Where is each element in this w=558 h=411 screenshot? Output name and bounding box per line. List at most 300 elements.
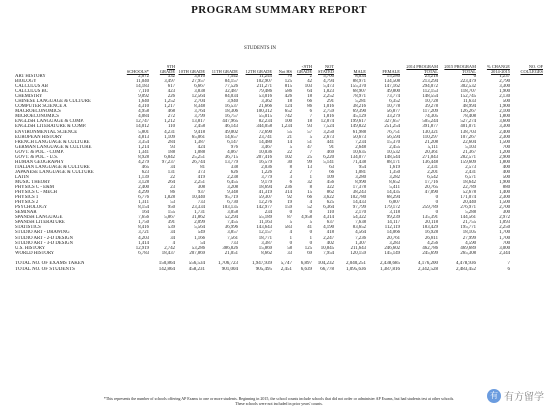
value-cell: 1,731 bbox=[194, 210, 205, 216]
value-cell: 20,765 bbox=[424, 185, 438, 191]
value-cell: 73,774 bbox=[386, 94, 400, 100]
value-cell: 87 bbox=[287, 215, 292, 221]
value-cell: 7 bbox=[309, 169, 312, 175]
value-cell: 465 bbox=[141, 164, 149, 170]
value-cell: 12,874 bbox=[320, 119, 334, 125]
value-cell: 9,348 bbox=[227, 190, 238, 196]
value-cell: 50,673 bbox=[352, 134, 366, 140]
value-cell: 102 bbox=[284, 154, 292, 160]
value-cell: 65,061 bbox=[191, 134, 205, 140]
value-cell: 18,642 bbox=[462, 179, 476, 185]
value-cell: 195,771 bbox=[460, 225, 476, 231]
value-cell: 2,900 bbox=[499, 154, 510, 160]
totals-value: 2,438,685 bbox=[380, 260, 400, 266]
value-cell: 3,838 bbox=[194, 89, 205, 95]
subject-cell: ENGLISH LITERATURE & COMP. bbox=[15, 124, 87, 130]
value-cell: 211,643 bbox=[350, 245, 366, 251]
value-cell: 93 bbox=[170, 144, 175, 150]
value-cell: 41 bbox=[307, 225, 312, 231]
value-cell: 6,455 bbox=[227, 179, 238, 185]
column-header: <9TH GRADE bbox=[296, 64, 312, 74]
value-cell: 742 bbox=[284, 114, 292, 120]
value-cell: 8,034 bbox=[355, 74, 366, 79]
value-cell: 3,799 bbox=[194, 114, 205, 120]
subject-cell: PHYSICS C - MECH bbox=[15, 190, 57, 196]
value-cell: 66 bbox=[307, 99, 312, 105]
value-cell: 314 bbox=[284, 190, 292, 196]
value-cell: 4,813 bbox=[138, 134, 149, 140]
value-cell: 5,564 bbox=[194, 225, 205, 231]
totals-value: 905,495 bbox=[255, 266, 272, 272]
watermark-logo-icon: 有 bbox=[487, 389, 501, 403]
value-cell: 3,118 bbox=[389, 210, 400, 216]
value-cell: 3,497 bbox=[164, 79, 175, 85]
value-cell: 3,779 bbox=[261, 174, 272, 180]
totals-value: 2,483,452 bbox=[456, 266, 476, 272]
value-cell: 373 bbox=[197, 169, 205, 175]
value-cell: 51 bbox=[307, 139, 312, 145]
value-cell: 3 bbox=[289, 174, 292, 180]
value-cell: 419 bbox=[197, 174, 205, 180]
value-cell: 3,467 bbox=[261, 144, 272, 150]
value-cell: 12,564 bbox=[191, 94, 205, 100]
column-header: 2015 PROGRAM TOTAL bbox=[444, 64, 476, 74]
value-cell: 7 bbox=[309, 149, 312, 155]
value-cell: 10,532 bbox=[386, 149, 400, 155]
value-cell: 68,907 bbox=[352, 89, 366, 95]
subject-cell: ENGLISH LANGUAGE & COMP. bbox=[15, 119, 84, 125]
value-cell: 22 bbox=[170, 174, 175, 180]
value-cell: 14,183 bbox=[135, 84, 149, 90]
value-cell: 1,341 bbox=[138, 149, 149, 155]
value-cell: 441 bbox=[326, 139, 334, 145]
value-cell: 147,162 bbox=[384, 84, 400, 90]
value-cell: 6 bbox=[309, 109, 312, 115]
value-cell: 3,282 bbox=[389, 174, 400, 180]
value-cell: 5,141 bbox=[323, 159, 334, 165]
totals-value: 458,231 bbox=[188, 266, 205, 272]
value-cell: 4,794 bbox=[323, 79, 334, 85]
value-cell: 2 bbox=[289, 169, 292, 175]
value-cell: 7,455 bbox=[227, 220, 238, 226]
value-cell: 120,159 bbox=[350, 250, 366, 256]
value-cell: 100 bbox=[284, 119, 292, 125]
value-cell: 8,652 bbox=[389, 179, 400, 185]
value-cell: 20,761 bbox=[386, 235, 400, 241]
value-cell: 6,007 bbox=[389, 200, 400, 206]
value-cell: 2,130 bbox=[499, 94, 510, 100]
value-cell: 424 bbox=[197, 144, 205, 150]
value-cell: 1,700 bbox=[499, 235, 510, 241]
value-cell: 18 bbox=[307, 94, 312, 100]
value-cell: 6,352 bbox=[389, 99, 400, 105]
column-header: NO. OF COLLEGES bbox=[520, 64, 543, 74]
value-cell: 14 bbox=[287, 139, 292, 145]
value-cell: 3,387 bbox=[261, 240, 272, 246]
value-cell: 282,571 bbox=[460, 154, 476, 160]
value-cell: 144,561 bbox=[460, 215, 476, 221]
value-cell: 110 bbox=[167, 124, 175, 130]
value-cell: 10,778 bbox=[386, 104, 400, 110]
value-cell: 207,416 bbox=[256, 154, 272, 160]
value-cell: 259,789 bbox=[422, 205, 438, 211]
value-cell: 1,237 bbox=[499, 74, 510, 79]
value-cell: 30 bbox=[287, 159, 292, 165]
value-cell: 527,274 bbox=[460, 119, 476, 125]
value-cell: 0 bbox=[309, 210, 312, 216]
value-cell: 88,171 bbox=[386, 159, 400, 165]
subject-cell: JAPANESE LANGUAGE & CULTURE bbox=[15, 169, 94, 175]
totals-value: 6,639 bbox=[300, 266, 312, 272]
footnote-2: These schools were not included in prior years' counts. bbox=[235, 401, 323, 406]
value-cell: 164 bbox=[141, 210, 149, 216]
value-cell: 1,500 bbox=[499, 200, 510, 206]
value-cell: 145,149 bbox=[384, 250, 400, 256]
subject-cell: STATISTICS bbox=[15, 225, 41, 231]
value-cell: 1 bbox=[289, 235, 292, 241]
totals-value: 1,095,636 bbox=[346, 266, 366, 272]
value-cell: 327,657 bbox=[384, 119, 400, 125]
value-cell: 4,231 bbox=[164, 129, 175, 135]
value-cell: 13,779 bbox=[224, 159, 238, 165]
value-cell: 14,117 bbox=[386, 220, 400, 226]
value-cell: 637 bbox=[326, 220, 334, 226]
totals-value: 66,778 bbox=[320, 266, 334, 272]
value-cell: 2,247 bbox=[323, 235, 334, 241]
value-cell: 264 bbox=[167, 179, 175, 185]
value-cell: 4,958 bbox=[138, 109, 149, 115]
value-cell: 21 bbox=[287, 134, 292, 140]
value-cell: 11,245 bbox=[258, 74, 272, 79]
value-cell: 2,759 bbox=[323, 109, 334, 115]
value-cell: 9,179 bbox=[261, 179, 272, 185]
value-cell: 733 bbox=[230, 240, 238, 246]
totals-value: 556,534 bbox=[188, 260, 205, 266]
value-cell: 95,719 bbox=[224, 195, 238, 201]
value-cell: 4,564 bbox=[355, 230, 366, 236]
value-cell: 15,869 bbox=[258, 245, 272, 251]
value-cell: 7,542 bbox=[227, 74, 238, 79]
value-cell: 2,201 bbox=[427, 169, 438, 175]
value-cell: 23,741 bbox=[258, 134, 272, 140]
value-cell: 1,800 bbox=[499, 114, 510, 120]
students-in-label: STUDENTS IN bbox=[243, 46, 277, 51]
value-cell: 950 bbox=[167, 205, 175, 211]
value-cell: 56,594 bbox=[386, 134, 400, 140]
value-cell: 92 bbox=[287, 195, 292, 201]
value-cell: 271,043 bbox=[422, 154, 438, 160]
value-cell: 1 bbox=[309, 235, 312, 241]
value-cell: 308 bbox=[197, 185, 205, 191]
value-cell: 2,099 bbox=[194, 220, 205, 226]
subject-cell: STUDIO ART - 3-D DESIGN bbox=[15, 240, 73, 246]
value-cell: 9,418 bbox=[194, 129, 205, 135]
value-cell: 0 bbox=[289, 240, 292, 246]
value-cell: 14,066 bbox=[386, 230, 400, 236]
value-cell: 236 bbox=[284, 185, 292, 191]
value-cell: 16,579 bbox=[258, 159, 272, 165]
value-cell: 1,200 bbox=[499, 149, 510, 155]
value-cell: 41,319 bbox=[258, 190, 272, 196]
value-cell: 623 bbox=[141, 169, 149, 175]
subject-cell: BIOLOGY bbox=[15, 79, 37, 85]
value-cell: 110,297 bbox=[422, 134, 438, 140]
value-cell: 18,105 bbox=[462, 230, 476, 236]
value-cell: 15 bbox=[307, 190, 312, 196]
value-cell: 1,816 bbox=[323, 114, 334, 120]
value-cell: 4,958 bbox=[301, 215, 312, 221]
value-cell: 58 bbox=[287, 245, 292, 251]
value-cell: 16,928 bbox=[424, 230, 438, 236]
value-cell: 34 bbox=[170, 235, 175, 241]
value-cell: 5,411 bbox=[389, 185, 400, 191]
value-cell: 251,254 bbox=[384, 124, 400, 130]
value-cell: 6,571 bbox=[465, 174, 476, 180]
value-cell: 246,602 bbox=[384, 245, 400, 251]
value-cell: 5,801 bbox=[138, 129, 149, 135]
value-cell: 500 bbox=[502, 99, 510, 105]
value-cell: 27,999 bbox=[462, 235, 476, 241]
value-cell: 6,220 bbox=[323, 154, 334, 160]
value-cell: 21,367 bbox=[462, 149, 476, 155]
totals-value: 150,864 bbox=[158, 260, 175, 266]
value-cell: 66 bbox=[329, 169, 334, 175]
value-cell: 135,391 bbox=[422, 215, 438, 221]
value-cell: 2,573 bbox=[465, 164, 476, 170]
value-cell: 3,300 bbox=[499, 84, 510, 90]
subject-cell: MICROECONOMICS bbox=[15, 114, 59, 120]
value-cell: 25 bbox=[307, 154, 312, 160]
value-cell: 59,307 bbox=[258, 195, 272, 201]
value-cell: 159,609 bbox=[460, 159, 476, 165]
value-cell: 7,524 bbox=[323, 124, 334, 130]
value-cell: 99 bbox=[307, 159, 312, 165]
value-cell: 112,119 bbox=[384, 225, 400, 231]
totals-value: 1,387,816 bbox=[380, 266, 400, 272]
subject-cell: PHYSICS 2 bbox=[15, 200, 39, 206]
value-cell: 505,244 bbox=[422, 119, 438, 125]
value-cell: 5,281 bbox=[355, 99, 366, 105]
value-cell: 12,276 bbox=[258, 200, 272, 206]
value-cell: 6,776 bbox=[138, 195, 149, 201]
value-cell: 10,845 bbox=[320, 245, 334, 251]
value-cell: 78,971 bbox=[352, 94, 366, 100]
subject-cell: SPANISH LITERATURE bbox=[15, 220, 65, 226]
value-cell: 10,728 bbox=[424, 99, 438, 105]
value-cell: 10,036 bbox=[258, 149, 272, 155]
value-cell: 22,604 bbox=[462, 139, 476, 145]
value-cell: 1,400 bbox=[499, 190, 510, 196]
value-cell: 880 bbox=[502, 185, 510, 191]
value-cell: 1,750 bbox=[138, 220, 149, 226]
value-cell: 23,218 bbox=[424, 74, 438, 79]
value-cell: 223,479 bbox=[460, 79, 476, 85]
value-cell: 1,214 bbox=[138, 144, 149, 150]
value-cell: 136,448 bbox=[422, 159, 438, 165]
value-cell: 2,170 bbox=[355, 210, 366, 216]
value-cell: 7,234 bbox=[355, 139, 366, 145]
value-cell: 733 bbox=[197, 200, 205, 206]
value-cell: 2,036 bbox=[261, 164, 272, 170]
value-cell: 1,081 bbox=[355, 169, 366, 175]
value-cell: 68,294 bbox=[386, 195, 400, 201]
value-cell: 38,216 bbox=[352, 104, 366, 110]
value-cell: 5,288 bbox=[465, 210, 476, 216]
value-cell: 468 bbox=[167, 109, 175, 115]
value-cell: 57 bbox=[307, 129, 312, 135]
value-cell: 125 bbox=[284, 79, 292, 85]
value-cell: 391 bbox=[167, 220, 175, 226]
totals-value: 901,004 bbox=[221, 266, 238, 272]
value-cell: 7 bbox=[309, 114, 312, 120]
value-cell: 82,234 bbox=[258, 119, 272, 125]
value-cell: 1,252 bbox=[164, 99, 175, 105]
value-cell: 2,790 bbox=[499, 79, 510, 85]
subject-cell: STUDIO ART - DRAWING bbox=[15, 230, 70, 236]
value-cell: 976 bbox=[230, 144, 238, 150]
value-cell: 26,811 bbox=[424, 235, 438, 241]
value-cell: 97,799 bbox=[352, 205, 366, 211]
value-cell: 4,203 bbox=[138, 235, 149, 241]
watermark-text: 有方留学 bbox=[504, 392, 544, 403]
value-cell: 23 bbox=[170, 185, 175, 191]
value-cell: 16,537 bbox=[224, 104, 238, 110]
value-cell: 2,972 bbox=[499, 215, 510, 221]
value-cell: 3,280 bbox=[355, 174, 366, 180]
totals-value: 5,747 bbox=[280, 260, 292, 266]
totals-row bbox=[14, 267, 544, 273]
value-cell: 118,707 bbox=[460, 89, 476, 95]
column-header: FEMALE bbox=[382, 69, 400, 74]
value-cell: 14,012 bbox=[135, 124, 149, 130]
value-cell: 1,619 bbox=[389, 164, 400, 170]
value-cell: 2,742 bbox=[164, 245, 175, 251]
value-cell: 52,294 bbox=[224, 215, 238, 221]
value-cell: 5,111 bbox=[427, 144, 438, 150]
value-cell: 39,278 bbox=[424, 104, 438, 110]
value-cell: 6,842 bbox=[164, 154, 175, 160]
value-cell: 7,656 bbox=[138, 215, 149, 221]
value-cell: 21,666 bbox=[258, 104, 272, 110]
value-cell: 700 bbox=[502, 240, 510, 246]
value-cell: 5 bbox=[309, 134, 312, 140]
value-cell: 42 bbox=[307, 79, 312, 85]
value-cell: 46,143 bbox=[224, 124, 238, 130]
column-header: % CHANGE 2014-2015 bbox=[486, 64, 510, 74]
value-cell: 469 bbox=[326, 149, 334, 155]
table-header bbox=[14, 52, 544, 74]
value-cell: 2,431 bbox=[465, 169, 476, 175]
value-cell: 3,600 bbox=[499, 119, 510, 125]
subject-cell: LATIN bbox=[15, 174, 29, 180]
value-cell: 20,118 bbox=[424, 220, 438, 226]
value-cell: 1,350 bbox=[389, 169, 400, 175]
value-cell: 1 bbox=[309, 174, 312, 180]
value-cell: 155,370 bbox=[350, 84, 366, 90]
value-cell: 401,071 bbox=[460, 124, 476, 130]
value-cell: 338 bbox=[230, 164, 238, 170]
value-cell: 265,308 bbox=[460, 250, 476, 256]
value-cell: 8,662 bbox=[261, 250, 272, 256]
value-cell: 110 bbox=[326, 210, 334, 216]
value-cell: 500 bbox=[502, 174, 510, 180]
value-cell: 125 bbox=[304, 245, 312, 251]
value-cell: 400 bbox=[502, 169, 510, 175]
value-cell: 13,817 bbox=[191, 119, 205, 125]
value-cell: 55 bbox=[287, 129, 292, 135]
value-cell: 32,487 bbox=[224, 89, 238, 95]
subject-cell: FRENCH LANGUAGE & CULTURE bbox=[15, 139, 90, 145]
value-cell: 3,000 bbox=[499, 245, 510, 251]
value-cell: 14,480 bbox=[258, 139, 272, 145]
value-cell: 462,786 bbox=[422, 245, 438, 251]
value-cell: 3,300 bbox=[499, 124, 510, 130]
value-cell: 11,633 bbox=[462, 99, 476, 105]
value-cell: 456 bbox=[326, 179, 334, 185]
value-cell: 8 bbox=[289, 164, 292, 170]
value-cell: 1,139 bbox=[138, 174, 149, 180]
value-cell: 53,016 bbox=[258, 94, 272, 100]
value-cell: 2,455 bbox=[389, 144, 400, 150]
value-cell: 2,100 bbox=[499, 109, 510, 115]
value-cell: 1,500 bbox=[499, 139, 510, 145]
value-cell: 20,361 bbox=[424, 149, 438, 155]
value-cell: 447,965 bbox=[222, 119, 238, 125]
table-body bbox=[14, 74, 544, 273]
value-cell: 49,002 bbox=[224, 129, 238, 135]
value-cell: 549 bbox=[197, 230, 205, 236]
value-cell: 12,919 bbox=[135, 245, 149, 251]
value-cell: 100,312 bbox=[256, 109, 272, 115]
value-cell: 18 bbox=[307, 119, 312, 125]
value-cell: 103 bbox=[304, 84, 312, 90]
value-cell: 102,780 bbox=[350, 195, 366, 201]
value-cell: 86 bbox=[170, 190, 175, 196]
value-cell: 183,429 bbox=[422, 225, 438, 231]
value-cell: 7,638 bbox=[355, 220, 366, 226]
subject-cell: COMPUTER SCIENCE A bbox=[15, 104, 67, 110]
subject-cell: MUSIC THEORY bbox=[15, 179, 51, 185]
subject-cell: GOVT. & POL. - COMP. bbox=[15, 149, 64, 155]
value-cell: 3,058 bbox=[227, 210, 238, 216]
value-cell: 815 bbox=[284, 84, 292, 90]
value-cell: 4,590 bbox=[465, 240, 476, 246]
value-cell: 617 bbox=[167, 84, 175, 90]
report-title: PROGRAM SUMMARY REPORT bbox=[191, 4, 367, 16]
value-cell: 19 bbox=[287, 200, 292, 206]
value-cell: 700 bbox=[502, 144, 510, 150]
totals-value: 2,451 bbox=[280, 266, 292, 272]
program-summary-table bbox=[14, 52, 544, 273]
column-header: 11TH GRADE bbox=[211, 69, 238, 74]
totals-value: 6 bbox=[507, 266, 510, 272]
value-cell: 1,700 bbox=[499, 230, 510, 236]
value-cell: 4,084 bbox=[138, 114, 149, 120]
value-cell: 53,286 bbox=[191, 245, 205, 251]
column-header: SCHOOLS* bbox=[126, 69, 149, 74]
value-cell: 179,172 bbox=[384, 205, 400, 211]
totals-value bbox=[511, 267, 544, 273]
value-cell: 17,716 bbox=[424, 179, 438, 185]
value-cell: 149,822 bbox=[350, 124, 366, 130]
value-cell: 16,757 bbox=[224, 114, 238, 120]
value-cell: 8,154 bbox=[138, 205, 149, 211]
value-cell: 103,135 bbox=[222, 205, 238, 211]
value-cell: 23,334 bbox=[191, 205, 205, 211]
value-cell: 1,307 bbox=[355, 240, 366, 246]
value-cell: 583 bbox=[284, 225, 292, 231]
value-cell: 2,300 bbox=[499, 134, 510, 140]
